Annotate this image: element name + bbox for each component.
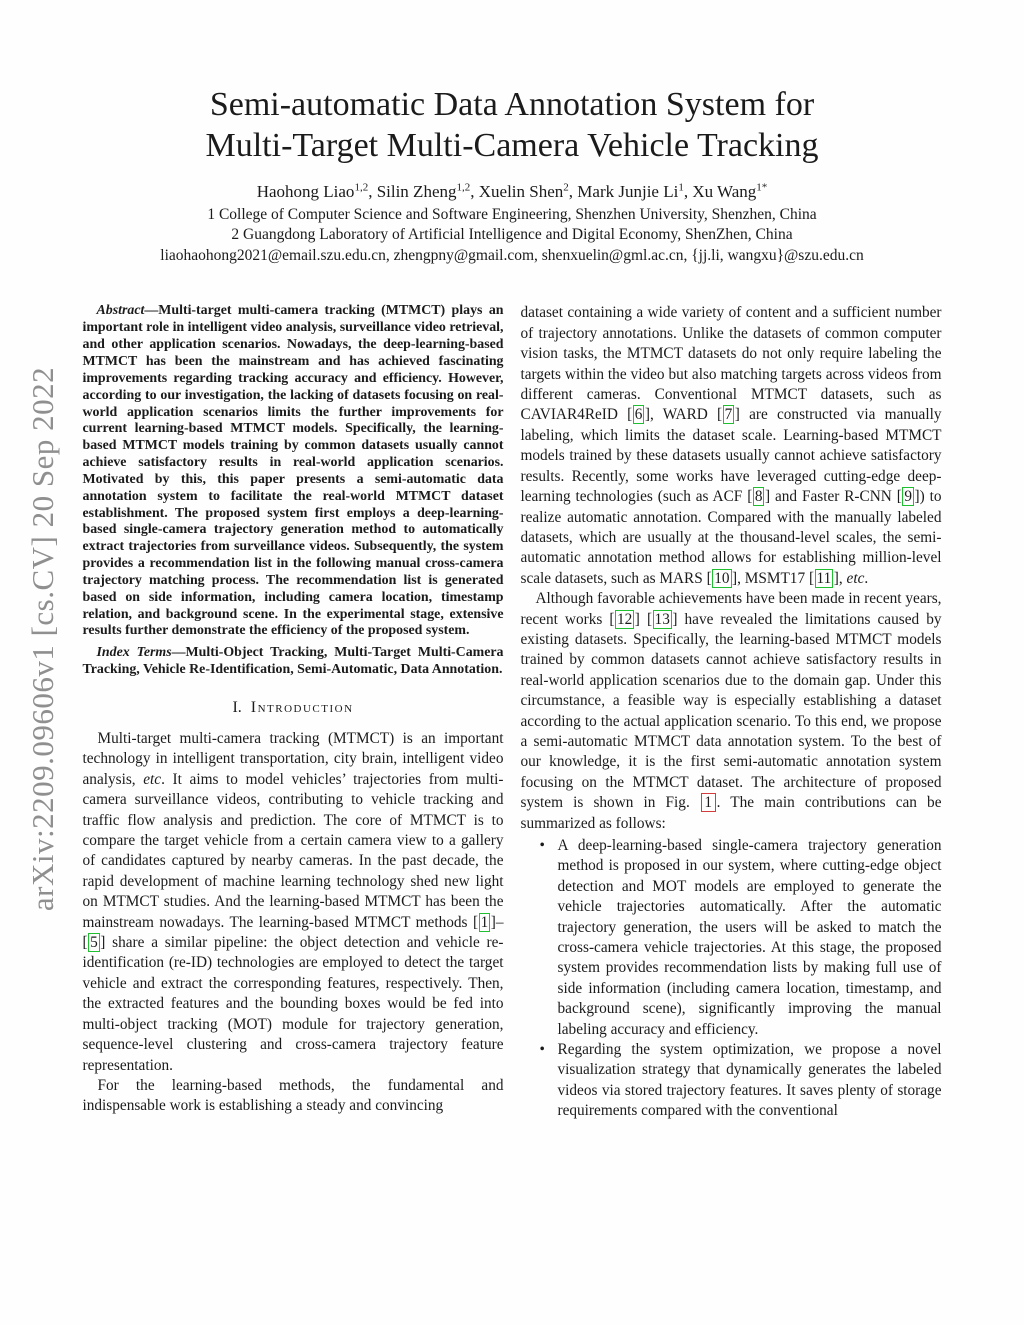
citation-link[interactable]: 11 xyxy=(816,569,832,587)
section-heading-introduction xyxy=(83,699,504,717)
italic-text: etc xyxy=(846,569,865,587)
citation-link[interactable]: 9 xyxy=(904,488,912,506)
contribution-item-2: • Regarding the system optimization, we propose a novel visualization strategy that dynamically generates the labeled videos via stored trajectory features. It saves plenty of storage requirements compared with the conventional xyxy=(558,1040,942,1122)
contribution-item-1: • A deep-learning-based single-camera trajectory generation method is proposed in our system, where cutting-edge object detection and MOT models are employed to generate the vehicle trajectories automatically. After the automatic trajectory generation, the users will be asked to match the cross-camera vehicle trajectories. At this stage, the proposed system provides recommendation lists by making full use of side information (including camera location, timestamp, and background scene), significantly improving the manual labeling accuracy and efficiency. xyxy=(558,836,942,1040)
abstract-paragraph xyxy=(83,303,504,640)
arxiv-watermark: arXiv:2209.09606v1 [cs.CV] 20 Sep 2022 xyxy=(25,366,60,912)
citation-link[interactable]: 13 xyxy=(654,610,670,628)
citation-link[interactable]: 8 xyxy=(754,488,763,506)
index-terms-paragraph xyxy=(83,645,504,679)
citation-link[interactable]: 1 xyxy=(480,913,489,931)
index-terms-label: Index Terms xyxy=(96,645,172,661)
author-superscript: 1* xyxy=(756,181,768,194)
author-superscript: 2 xyxy=(563,181,569,194)
author-superscript: 1,2 xyxy=(354,181,369,194)
citation-link[interactable]: 10 xyxy=(714,569,730,587)
affiliation-1: 1 College of Computer Science and Software Engineering, Shenzhen University, Shenzhen, China xyxy=(207,205,817,223)
two-column-body xyxy=(83,303,942,1121)
intro-paragraph-2-continued: dataset containing a wide variety of content and a sufficient number of trajectory annotations. Unlike the datasets of common computer vision tasks, the MTMCT datasets do not only require labeling the targets within the video but also matching targets across videos from different cameras. Conventional MTMCT datasets, such as CAVIAR4ReID [ 6 ], WARD [ 7 ] are constructed via manually labeling, which limits the dataset scale. Learning-based MTMCT models trained by these datasets usually cannot achieve satisfactory results. Recently, some works have leveraged cutting-edge deep-learning technologies (such as ACF [ 8 ] and Faster R-CNN [ 9 ]) to realize automatic annotation. Compared with the manually labeled datasets, which are usually at the thousand-level scales, the semi-automatic annotation method allows for establishing million-level scale datasets, such as MARS [ 10 ], MSMT17 [ 11 ], etc. xyxy=(520,304,942,587)
contributions-list xyxy=(521,836,942,1122)
section-title: Introduction xyxy=(250,699,354,716)
italic-text: etc xyxy=(143,770,162,788)
left-column xyxy=(83,303,504,1121)
affiliation-2: 2 Guangdong Laboratory of Artificial Intelligence and Digital Economy, ShenZhen, China xyxy=(231,226,793,244)
authors-line: Haohong Liao$^{1,2}$, Silin Zheng$^{1,2}$, Xuelin Shen$^2$, Mark Junjie Li$^1$, Xu Wang$^{1*}$ xyxy=(256,181,768,201)
abstract-text: —Multi-target multi-camera tracking (MTMCT) plays an important role in intelligent video analysis, surveillance video retrieval, and other application scenarios. Nowadays, the deep-learning-based MTMCT has been the mainstream and has achieved fascinating improvements regarding tracking accuracy and efficiency. However, according to our investigation, the lacking of datasets focusing on real-world application scenarios limits the further improvements for current learning-based MTMCT models. Specifically, the learning-based MTMCT models training by common datasets usually cannot achieve satisfactory results in real-world application scenarios. Motivated by this, this paper presents a semi-automatic data annotation system to facilitate the real-world MTMCT dataset establishment. The proposed system first employs a deep-learning-based single-camera trajectory generation method to automatically extract trajectories from surveillance videos. Subsequently, the system provides a recommendation list in the following manual cross-camera trajectory matching process. The recommendation list is generated based on side information, including camera location, timestamp relation, and background scene. In the experimental stage, extensive results further demonstrate the efficiency of the proposed system. xyxy=(82,303,504,639)
paper-title xyxy=(0,84,1024,167)
citation-link[interactable]: 7 xyxy=(724,406,733,424)
intro-paragraph-3: Although favorable achievements have been made in recent years, recent works [ 12 ] [ 13 ] have revealed the limitations caused by existing datasets. Specifically, the learning-based MTMCT models trained by common datasets cannot achieve satisfactory results in real-world application scenarios due to the domain gap. Under this circumstance, a feasible way is especially establishing a dataset according to the actual application scenario. To this end, we propose a semi-automatic MTMCT data annotation system. To the best of our knowledge, it is the first semi-automatic annotation system focusing on the MTMCT dataset. The architecture of proposed system is shown in Fig. 1 . The main contributions can be summarized as follows: xyxy=(520,590,942,832)
citation-link[interactable]: 5 xyxy=(90,934,98,952)
intro-paragraph-2-left: For the learning-based methods, the fundamental and indispensable work is establishing a steady and convincing xyxy=(82,1076,504,1115)
index-terms-text: —Multi-Object Tracking, Multi-Target Multi-Camera Tracking, Vehicle Re-Identification, Semi-Automatic, Data Annotation. xyxy=(82,645,504,678)
affiliations-block xyxy=(0,205,1024,267)
figure-link[interactable]: 1 xyxy=(701,793,716,812)
paper-header xyxy=(0,0,1024,266)
paper-title-line-2: Multi-Target Multi-Camera Vehicle Tracking xyxy=(205,127,819,165)
citation-link[interactable]: 12 xyxy=(616,610,633,628)
author-superscript: 1,2 xyxy=(456,181,471,194)
author-emails: liaohaohong2021@email.szu.edu.cn, zhengpny@gmail.com, shenxuelin@gml.ac.cn, {jj.li, wangxu}@szu.edu.cn xyxy=(160,246,864,264)
right-column xyxy=(521,303,942,1121)
author-superscript: 1 xyxy=(678,181,684,194)
paper-title-line-1: Semi-automatic Data Annotation System for xyxy=(209,86,815,123)
citation-link[interactable]: 6 xyxy=(634,406,643,424)
intro-paragraph-1: Multi-target multi-camera tracking (MTMCT) is an important technology in intelligent transportation, city brain, intelligent video analysis, etc. It aims to model vehicles’ trajectories from multi-camera surveillance videos, contributing to vehicle tracking and traffic flow analysis and prediction. The core of MTMCT is to compare the target vehicle from a certain camera view to a gallery of candidates captured by nearby cameras. In the past decade, the rapid development of machine learning technology shed new light on MTMCT studies. And the learning-based MTMCT has been the mainstream nowadays. The learning-based MTMCT methods [ 1 ]–[ 5 ] share a similar pipeline: the object detection and vehicle re-identification (re-ID) technologies are employed to detect the target vehicle and extract the corresponding features, respectively. Then, the extracted features and the bounding boxes would be fed into multi-object tracking (MOT) module for trajectory generation, sequence-level clustering and cross-camera trajectory feature representation. xyxy=(82,730,504,1074)
abstract-label: Abstract xyxy=(96,303,145,319)
section-number: I. xyxy=(232,699,242,716)
